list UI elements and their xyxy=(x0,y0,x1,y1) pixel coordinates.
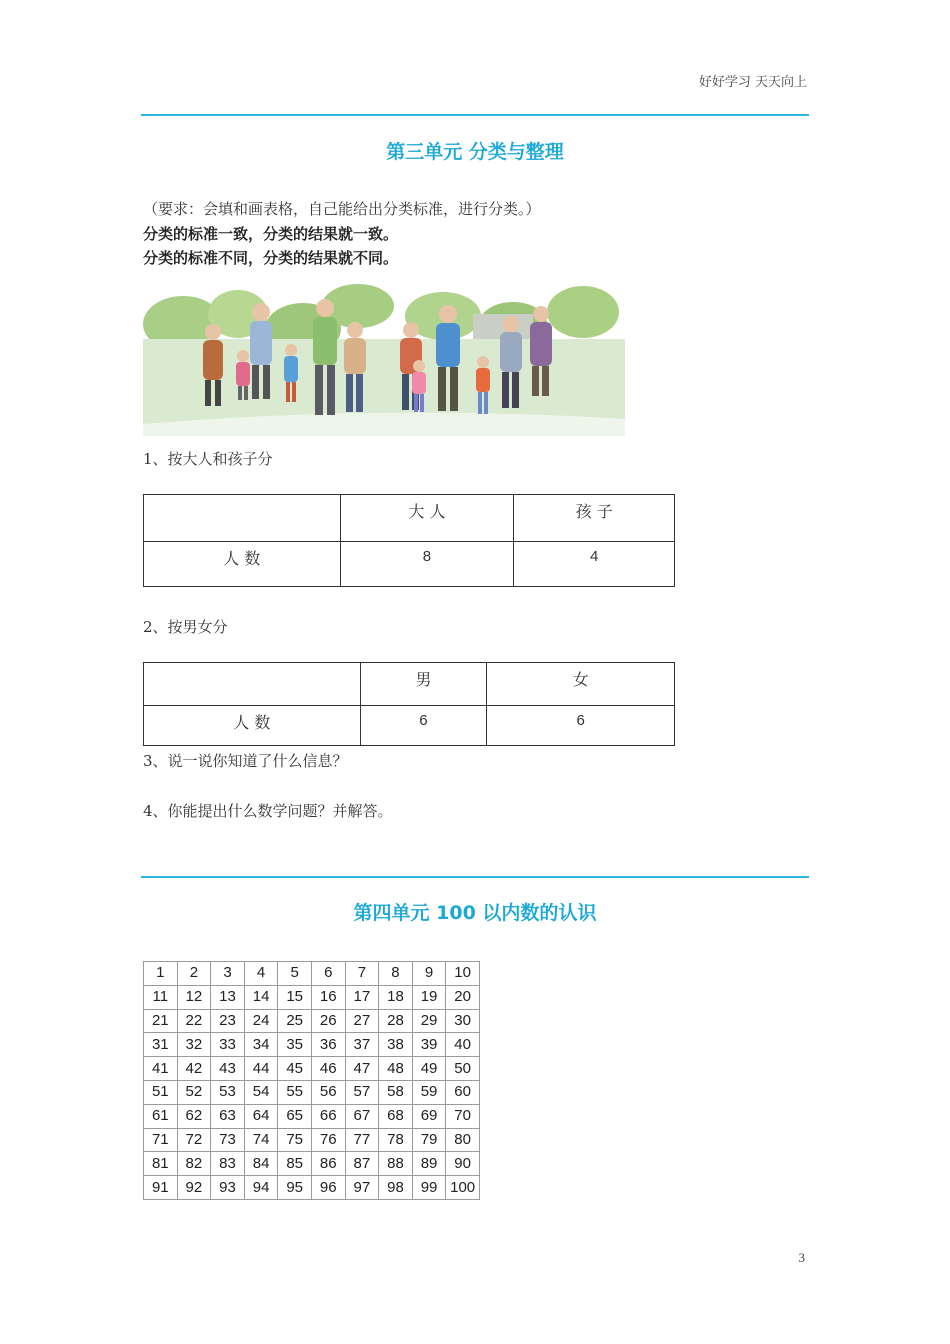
hundred-chart-cell: 99 xyxy=(412,1176,446,1200)
hundred-chart-cell: 37 xyxy=(345,1033,379,1057)
table2-row-label: 人 数 xyxy=(144,706,361,746)
unit3-rule-different: 分类的标准不同，分类的结果就不同。 xyxy=(143,249,399,267)
hundred-chart-row xyxy=(144,1033,480,1057)
hundred-chart-cell: 79 xyxy=(412,1128,446,1152)
hundred-chart-cell: 80 xyxy=(446,1128,480,1152)
hundred-chart-cell: 34 xyxy=(244,1033,278,1057)
table1-adult-count: 8 xyxy=(340,542,514,587)
hundred-chart-cell: 81 xyxy=(144,1152,178,1176)
hundred-chart-cell: 52 xyxy=(177,1080,211,1104)
hundred-chart-row xyxy=(144,962,480,986)
hundred-chart-cell: 5 xyxy=(278,962,312,986)
table2-header-female: 女 xyxy=(487,663,675,706)
hundred-chart-cell: 36 xyxy=(311,1033,345,1057)
unit4-title: 第四单元 100 以内数的认识 xyxy=(353,902,597,924)
hundred-chart-cell: 40 xyxy=(446,1033,480,1057)
hundred-chart-cell: 20 xyxy=(446,985,480,1009)
hundred-chart-cell: 39 xyxy=(412,1033,446,1057)
hundred-chart-cell: 29 xyxy=(412,1009,446,1033)
hundred-chart-cell: 97 xyxy=(345,1176,379,1200)
hundred-chart-cell: 28 xyxy=(379,1009,413,1033)
hundred-chart-cell: 61 xyxy=(144,1104,178,1128)
hundred-chart-row xyxy=(144,1152,480,1176)
hundred-chart-cell: 87 xyxy=(345,1152,379,1176)
hundred-chart-cell: 100 xyxy=(446,1176,480,1200)
hundred-chart-cell: 46 xyxy=(311,1057,345,1081)
hundred-chart-cell: 6 xyxy=(311,962,345,986)
hundred-chart-cell: 18 xyxy=(379,985,413,1009)
hundred-chart-row xyxy=(144,985,480,1009)
hundred-chart-cell: 23 xyxy=(211,1009,245,1033)
hundred-chart-cell: 13 xyxy=(211,985,245,1009)
hundred-chart-row xyxy=(144,1009,480,1033)
page-number: 3 xyxy=(798,1250,805,1265)
hundred-chart-cell: 86 xyxy=(311,1152,345,1176)
hundred-chart-row xyxy=(144,1176,480,1200)
hundred-chart-cell: 32 xyxy=(177,1033,211,1057)
question-1: 1、按大人和孩子分 xyxy=(143,450,273,468)
hundred-chart-cell: 3 xyxy=(211,962,245,986)
hundred-chart-cell: 44 xyxy=(244,1057,278,1081)
hundred-chart-cell: 19 xyxy=(412,985,446,1009)
hundred-chart-cell: 10 xyxy=(446,962,480,986)
hundred-chart-cell: 42 xyxy=(177,1057,211,1081)
question-3: 3、说一说你知道了什么信息？ xyxy=(143,752,348,770)
adult-child-table xyxy=(143,494,675,587)
hundred-chart-cell: 21 xyxy=(144,1009,178,1033)
hundred-chart-cell: 45 xyxy=(278,1057,312,1081)
hundred-chart-cell: 85 xyxy=(278,1152,312,1176)
hundred-chart-cell: 30 xyxy=(446,1009,480,1033)
hundred-chart-cell: 57 xyxy=(345,1080,379,1104)
hundred-chart-cell: 53 xyxy=(211,1080,245,1104)
hundred-chart-cell: 62 xyxy=(177,1104,211,1128)
hundred-chart-cell: 59 xyxy=(412,1080,446,1104)
hundred-chart-cell: 72 xyxy=(177,1128,211,1152)
hundred-chart-cell: 84 xyxy=(244,1152,278,1176)
hundred-chart-cell: 63 xyxy=(211,1104,245,1128)
hundred-chart-cell: 96 xyxy=(311,1176,345,1200)
unit4-divider xyxy=(141,876,809,878)
hundred-chart-cell: 64 xyxy=(244,1104,278,1128)
hundred-chart-cell: 38 xyxy=(379,1033,413,1057)
hundred-chart-cell: 4 xyxy=(244,962,278,986)
hundred-chart-cell: 74 xyxy=(244,1128,278,1152)
hundred-chart-cell: 89 xyxy=(412,1152,446,1176)
table1-row-label: 人 数 xyxy=(144,542,341,587)
hundred-chart-cell: 88 xyxy=(379,1152,413,1176)
unit3-title: 第三单元 分类与整理 xyxy=(386,141,564,163)
hundred-chart-cell: 33 xyxy=(211,1033,245,1057)
hundred-chart-row xyxy=(144,1057,480,1081)
table2-header-empty xyxy=(144,663,361,706)
hundred-chart-cell: 8 xyxy=(379,962,413,986)
hundred-chart-cell: 82 xyxy=(177,1152,211,1176)
hundred-chart-cell: 91 xyxy=(144,1176,178,1200)
hundred-chart-cell: 98 xyxy=(379,1176,413,1200)
hundred-chart-cell: 78 xyxy=(379,1128,413,1152)
hundred-chart-cell: 67 xyxy=(345,1104,379,1128)
hundred-chart-cell: 27 xyxy=(345,1009,379,1033)
hundred-chart-row xyxy=(144,1104,480,1128)
hundred-chart-cell: 66 xyxy=(311,1104,345,1128)
family-park-illustration xyxy=(143,284,625,436)
table2-header-male: 男 xyxy=(360,663,487,706)
hundred-chart-cell: 1 xyxy=(144,962,178,986)
hundred-chart-cell: 83 xyxy=(211,1152,245,1176)
hundred-chart-cell: 47 xyxy=(345,1057,379,1081)
hundred-chart-cell: 24 xyxy=(244,1009,278,1033)
hundred-chart-cell: 93 xyxy=(211,1176,245,1200)
hundred-chart-cell: 35 xyxy=(278,1033,312,1057)
hundred-chart-cell: 76 xyxy=(311,1128,345,1152)
question-4: 4、你能提出什么数学问题？并解答。 xyxy=(143,802,393,820)
hundred-chart-cell: 65 xyxy=(278,1104,312,1128)
hundred-chart-cell: 94 xyxy=(244,1176,278,1200)
table2-male-count: 6 xyxy=(360,706,487,746)
hundred-chart xyxy=(143,961,480,1200)
hundred-chart-cell: 9 xyxy=(412,962,446,986)
hundred-chart-cell: 55 xyxy=(278,1080,312,1104)
hundred-chart-cell: 49 xyxy=(412,1057,446,1081)
hundred-chart-cell: 2 xyxy=(177,962,211,986)
table1-header-adult: 大 人 xyxy=(340,495,514,542)
table2-female-count: 6 xyxy=(487,706,675,746)
hundred-chart-cell: 11 xyxy=(144,985,178,1009)
hundred-chart-row xyxy=(144,1128,480,1152)
hundred-chart-cell: 15 xyxy=(278,985,312,1009)
hundred-chart-cell: 58 xyxy=(379,1080,413,1104)
hundred-chart-cell: 56 xyxy=(311,1080,345,1104)
hundred-chart-row xyxy=(144,1080,480,1104)
hundred-chart-cell: 14 xyxy=(244,985,278,1009)
hundred-chart-cell: 92 xyxy=(177,1176,211,1200)
hundred-chart-cell: 48 xyxy=(379,1057,413,1081)
hundred-chart-cell: 7 xyxy=(345,962,379,986)
table1-header-empty xyxy=(144,495,341,542)
hundred-chart-cell: 71 xyxy=(144,1128,178,1152)
hundred-chart-cell: 95 xyxy=(278,1176,312,1200)
hundred-chart-cell: 41 xyxy=(144,1057,178,1081)
hundred-chart-cell: 26 xyxy=(311,1009,345,1033)
hundred-chart-cell: 16 xyxy=(311,985,345,1009)
hundred-chart-cell: 90 xyxy=(446,1152,480,1176)
table1-header-child: 孩 子 xyxy=(514,495,675,542)
hundred-chart-cell: 31 xyxy=(144,1033,178,1057)
gender-table xyxy=(143,662,675,746)
table1-child-count: 4 xyxy=(514,542,675,587)
question-2: 2、按男女分 xyxy=(143,618,228,636)
hundred-chart-cell: 17 xyxy=(345,985,379,1009)
unit3-requirement: （要求：会填和画表格，自己能给出分类标准，进行分类。） xyxy=(143,200,541,218)
hundred-chart-cell: 60 xyxy=(446,1080,480,1104)
hundred-chart-cell: 69 xyxy=(412,1104,446,1128)
hundred-chart-cell: 75 xyxy=(278,1128,312,1152)
hundred-chart-cell: 50 xyxy=(446,1057,480,1081)
unit3-rule-consistent: 分类的标准一致，分类的结果就一致。 xyxy=(143,225,399,243)
hundred-chart-cell: 22 xyxy=(177,1009,211,1033)
hundred-chart-cell: 43 xyxy=(211,1057,245,1081)
hundred-chart-cell: 51 xyxy=(144,1080,178,1104)
hundred-chart-cell: 54 xyxy=(244,1080,278,1104)
hundred-chart-cell: 25 xyxy=(278,1009,312,1033)
hundred-chart-cell: 73 xyxy=(211,1128,245,1152)
header-divider xyxy=(141,114,809,116)
hundred-chart-cell: 70 xyxy=(446,1104,480,1128)
hundred-chart-cell: 12 xyxy=(177,985,211,1009)
hundred-chart-cell: 77 xyxy=(345,1128,379,1152)
hundred-chart-cell: 68 xyxy=(379,1104,413,1128)
page-header-motto: 好好学习 天天向上 xyxy=(698,75,807,90)
